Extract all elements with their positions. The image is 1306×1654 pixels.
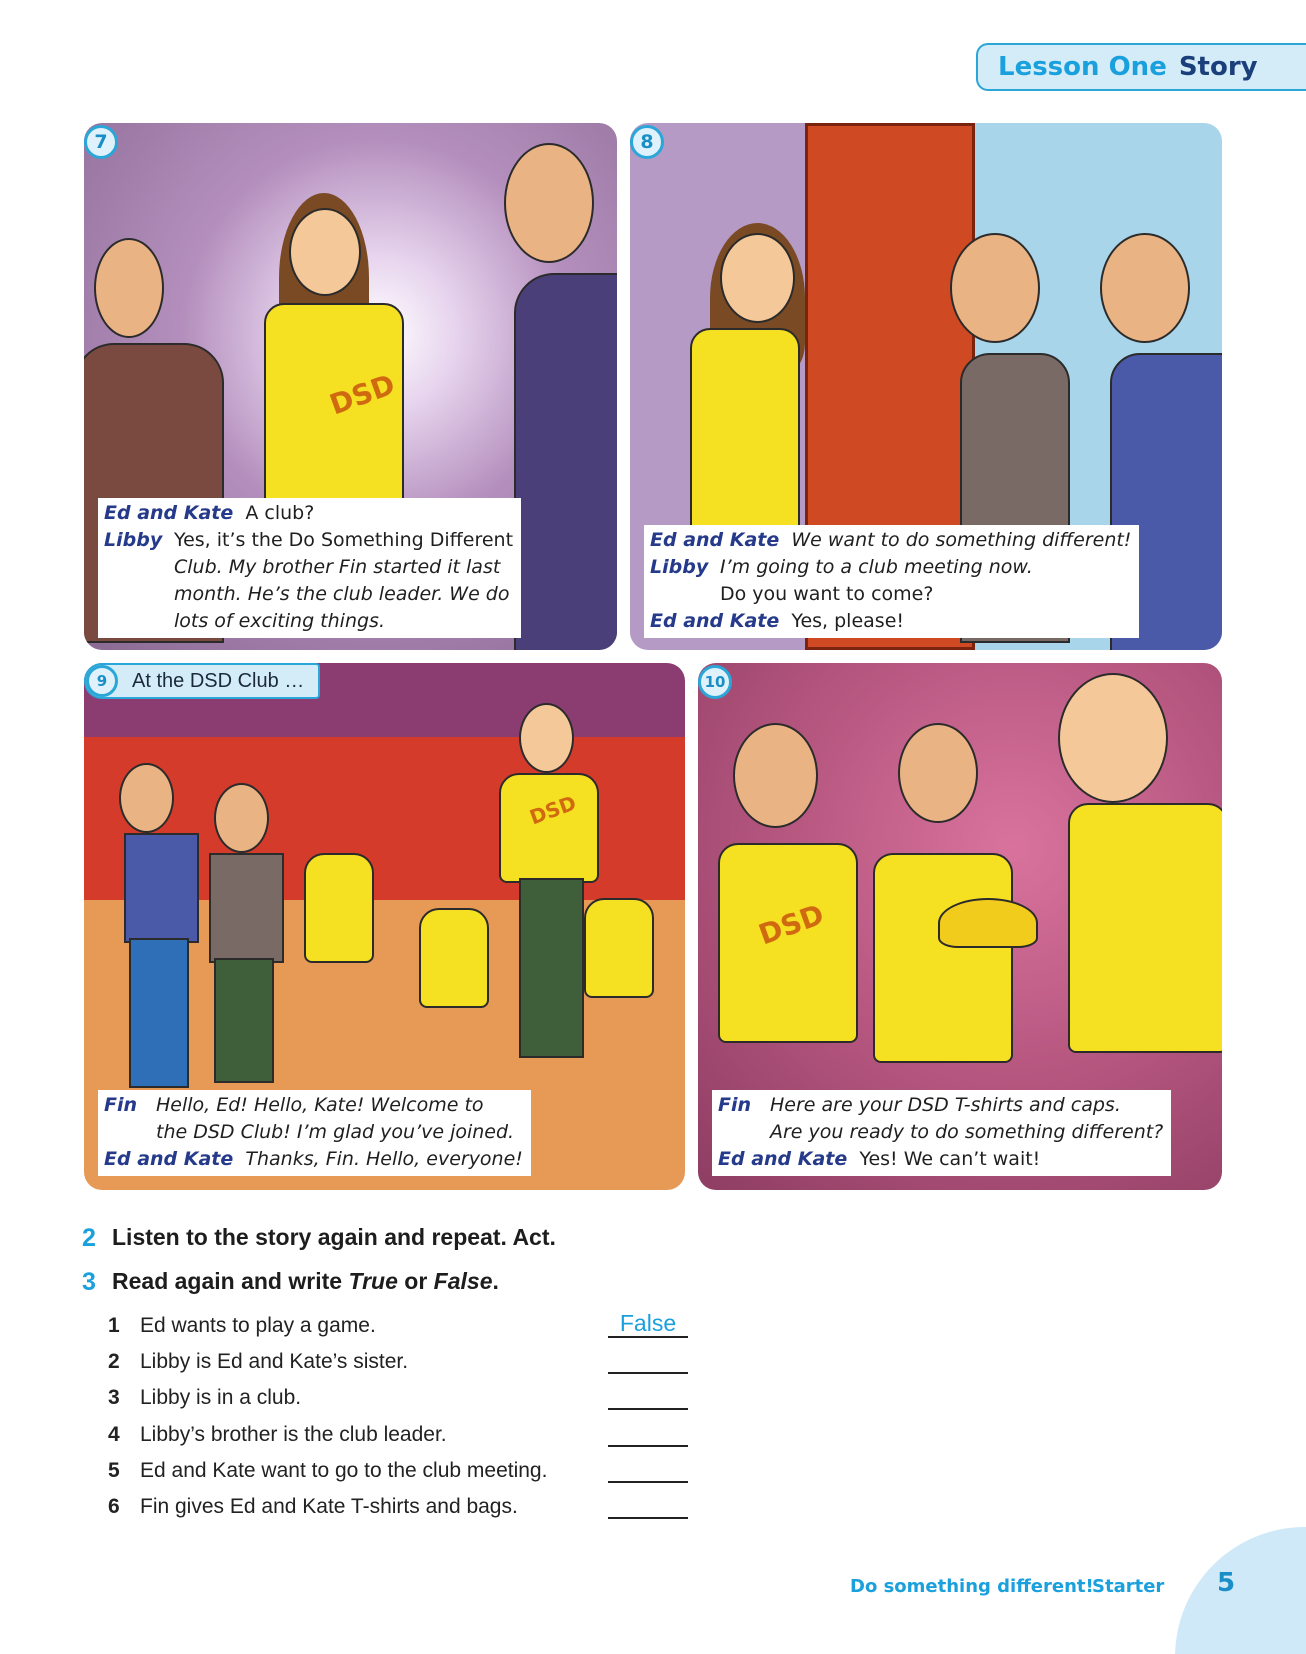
- exercise-instruction: Read again and write True or False.: [112, 1268, 499, 1294]
- question-row: [108, 1344, 708, 1380]
- question-row: [108, 1489, 708, 1525]
- dialogue: Hello, Ed! Hello, Kate! Welcome to: [156, 1094, 484, 1116]
- page-corner-decoration: [1175, 1527, 1306, 1654]
- speech-box-panel-10: [712, 1090, 1171, 1176]
- illustration-libby-head: [720, 233, 795, 323]
- illustration-ed-head: [950, 233, 1040, 343]
- speaker: Ed and Kate: [650, 529, 780, 551]
- dialogue: Are you ready to do something different?: [770, 1121, 1164, 1143]
- question-text: Ed and Kate want to go to the club meeting.: [140, 1458, 548, 1482]
- speaker: Ed and Kate: [718, 1148, 848, 1170]
- question-number: 2: [108, 1350, 120, 1374]
- speaker: Fin: [718, 1094, 752, 1116]
- illustration-caps: [938, 898, 1038, 948]
- question-number: 4: [108, 1422, 120, 1446]
- question-text: Libby is Ed and Kate’s sister.: [140, 1350, 409, 1374]
- true-false-question-list: [108, 1308, 708, 1525]
- panel-number-9: 9: [86, 665, 118, 697]
- question-text: Libby is in a club.: [140, 1386, 302, 1410]
- illustration-ed-body: [209, 853, 284, 963]
- speaker: Fin: [104, 1094, 138, 1116]
- illustration-fin-head: [519, 703, 574, 773]
- dsd-logo: DSD: [325, 367, 400, 422]
- illustration-kate-head: [504, 143, 594, 263]
- answer-blank[interactable]: [608, 1455, 688, 1483]
- illustration-kate-body: [514, 273, 617, 650]
- question-row: [108, 1308, 708, 1344]
- illustration-fin-shirt: [1068, 803, 1222, 1053]
- dialogue: lots of exciting things.: [174, 610, 385, 632]
- dialogue: Club. My brother Fin started it last: [174, 556, 501, 578]
- footer-level: Starter: [1092, 1576, 1165, 1597]
- speech-box-panel-7: [98, 498, 521, 638]
- speaker: Libby: [650, 556, 709, 578]
- panel-number-10: 10: [698, 665, 732, 699]
- speaker: Ed and Kate: [104, 1148, 234, 1170]
- dialogue: A club?: [245, 502, 315, 524]
- illustration-kate-jeans: [129, 938, 189, 1088]
- dsd-logo: DSD: [754, 897, 829, 952]
- illustration-member-shirt: [419, 908, 489, 1008]
- speaker: Ed and Kate: [650, 610, 780, 632]
- panel-number-7: 7: [84, 125, 118, 159]
- illustration-fin-shirt: [499, 773, 599, 883]
- question-number: 1: [108, 1314, 120, 1338]
- illustration-kate-body: [124, 833, 199, 943]
- dialogue: Yes, it’s the Do Something Different: [174, 529, 514, 551]
- illustration-member-shirt: [304, 853, 374, 963]
- lesson-title: Lesson One: [998, 52, 1167, 82]
- exercise-number: 3: [82, 1268, 96, 1296]
- question-row: [108, 1380, 708, 1416]
- illustration-member-shirt: [584, 898, 654, 998]
- dialogue: Yes! We can’t wait!: [859, 1148, 1041, 1170]
- page-number: 5: [1217, 1568, 1236, 1598]
- scene-label: [84, 663, 320, 699]
- question-number: 6: [108, 1495, 120, 1519]
- scene-label-text: At the DSD Club …: [132, 669, 305, 692]
- dsd-logo: DSD: [526, 790, 580, 830]
- footer-unit-title: Do something different!: [850, 1576, 1094, 1597]
- illustration-kate-head: [1100, 233, 1190, 343]
- question-number: 3: [108, 1386, 120, 1410]
- question-row: [108, 1453, 708, 1489]
- dialogue: Yes, please!: [791, 610, 905, 632]
- answer-blank[interactable]: False: [608, 1310, 688, 1338]
- illustration-ed-head: [214, 783, 269, 853]
- question-text: Ed wants to play a game.: [140, 1314, 376, 1338]
- speaker: Ed and Kate: [104, 502, 234, 524]
- answer-blank[interactable]: [608, 1346, 688, 1374]
- question-number: 5: [108, 1458, 120, 1482]
- panel-number-8: 8: [630, 125, 664, 159]
- speech-box-panel-9: [98, 1090, 531, 1176]
- illustration-kate-head: [898, 723, 978, 823]
- illustration-fin-pants: [519, 878, 584, 1058]
- illustration-libby-head: [289, 208, 361, 296]
- illustration-ed-head: [733, 723, 818, 828]
- lesson-header-tab: [976, 43, 1306, 91]
- illustration-ed-pants: [214, 958, 274, 1083]
- answer-blank[interactable]: [608, 1491, 688, 1519]
- dialogue: Do you want to come?: [720, 583, 934, 605]
- exercise-instruction: Listen to the story again and repeat. Act.: [112, 1224, 556, 1250]
- dialogue: Here are your DSD T-shirts and caps.: [770, 1094, 1121, 1116]
- exercise-2-heading: [82, 1224, 556, 1253]
- exercise-number: 2: [82, 1224, 96, 1252]
- illustration-fin-head: [1058, 673, 1168, 803]
- question-row: [108, 1417, 708, 1453]
- dialogue: the DSD Club! I’m glad you’ve joined.: [156, 1121, 515, 1143]
- answer-blank[interactable]: [608, 1382, 688, 1410]
- illustration-tshirt: [873, 853, 1013, 1063]
- dialogue: I’m going to a club meeting now.: [720, 556, 1033, 578]
- speaker: Libby: [104, 529, 163, 551]
- question-text: Libby’s brother is the club leader.: [140, 1422, 447, 1446]
- dialogue: Thanks, Fin. Hello, everyone!: [245, 1148, 523, 1170]
- dialogue: We want to do something different!: [791, 529, 1132, 551]
- illustration-ed-head: [94, 238, 164, 338]
- speech-box-panel-8: [644, 525, 1139, 638]
- illustration-kate-head: [119, 763, 174, 833]
- dialogue: month. He’s the club leader. We do: [174, 583, 510, 605]
- answer-blank[interactable]: [608, 1419, 688, 1447]
- section-title: Story: [1178, 52, 1258, 82]
- question-text: Fin gives Ed and Kate T-shirts and bags.: [140, 1495, 518, 1519]
- exercise-3-heading: [82, 1268, 499, 1297]
